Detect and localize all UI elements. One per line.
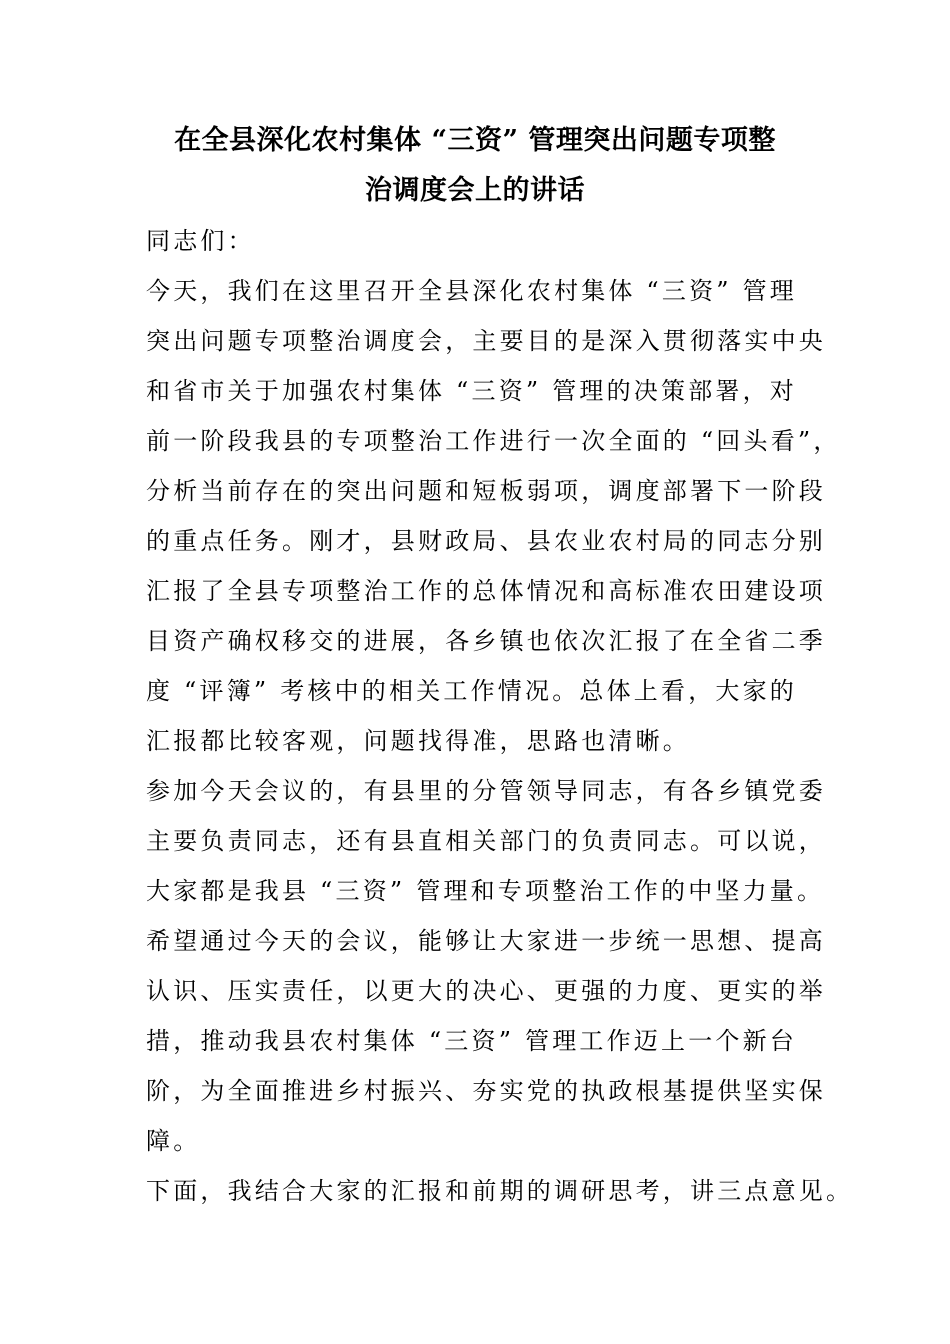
body-line: 参加今天会议的，有县里的分管领导同志，有各乡镇党委 bbox=[146, 777, 826, 805]
document-title-line-2: 治调度会上的讲话 bbox=[365, 175, 585, 206]
body-line: 下面，我结合大家的汇报和前期的调研思考，讲三点意见。 bbox=[146, 1177, 854, 1205]
body-line: 度 “评簿” 考核中的相关工作情况。总体上看，大家的 bbox=[146, 677, 797, 705]
body-line: 措，推动我县农村集体 “三资” 管理工作迈上一个新台 bbox=[146, 1027, 797, 1055]
body-line: 希望通过今天的会议，能够让大家进一步统一思想、提高 bbox=[146, 927, 826, 955]
body-line: 和省市关于加强农村集体 “三资” 管理的决策部署，对 bbox=[146, 377, 797, 405]
body-line: 汇报都比较客观，问题找得准，思路也清晰。 bbox=[146, 727, 690, 755]
body-line: 的重点任务。刚才，县财政局、县农业农村局的同志分别 bbox=[146, 527, 826, 555]
body-line: 主要负责同志，还有县直相关部门的负责同志。可以说， bbox=[146, 827, 826, 855]
body-line: 目资产确权移交的进展，各乡镇也依次汇报了在全省二季 bbox=[146, 627, 826, 655]
body-line: 认识、压实责任，以更大的决心、更强的力度、更实的举 bbox=[146, 977, 826, 1005]
body-line: 突出问题专项整治调度会，主要目的是深入贯彻落实中央 bbox=[146, 327, 826, 355]
body-line: 阶，为全面推进乡村振兴、夯实党的执政根基提供坚实保 bbox=[146, 1077, 826, 1105]
body-line: 前一阶段我县的专项整治工作进行一次全面的 “回头看”， bbox=[146, 427, 841, 455]
body-line: 汇报了全县专项整治工作的总体情况和高标准农田建设项 bbox=[146, 577, 826, 605]
body-line: 分析当前存在的突出问题和短板弱项，调度部署下一阶段 bbox=[146, 477, 826, 505]
salutation: 同志们： bbox=[146, 227, 255, 255]
body-line: 障。 bbox=[146, 1127, 201, 1155]
document-title-line-1: 在全县深化农村集体 “三资” 管理突出问题专项整 bbox=[174, 125, 776, 156]
body-line: 大家都是我县 “三资” 管理和专项整治工作的中坚力量。 bbox=[146, 877, 825, 905]
body-line: 今天，我们在这里召开全县深化农村集体 “三资” 管理 bbox=[146, 277, 797, 305]
